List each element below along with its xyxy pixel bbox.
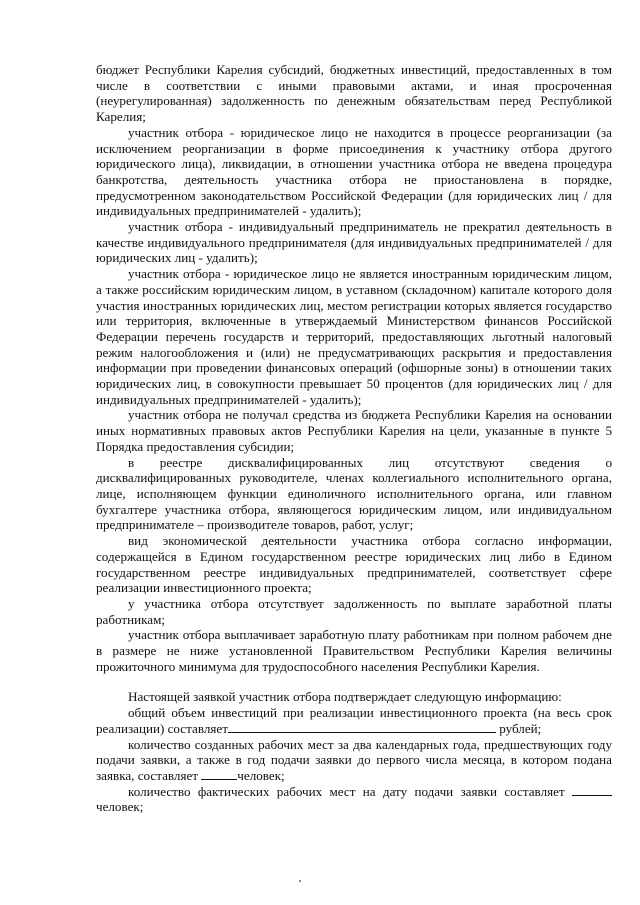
paragraph-foreign-entity: участник отбора - юридическое лицо не является иностранным юридическим лицом, а также российским юридическим лицом, в уставном (складочном) капитале которого доля участия иностранных юридических лиц, местом регистрации которых является государство или территория, включенные в утверждаемый Министерством финансов Российской Федерации перечень государств и территорий, предоставляющих льготный налоговый режим налогообложения и (или) не предусматривающих раскрытия и предоставления информации при проведении финансовых операций (офшорные зоны) в отношении таких юридических лиц, в совокупности превышает 50 процентов (для юридических лиц / для индивидуальных предпринимателей - удалить); <box>96 266 612 407</box>
scan-speck <box>299 880 301 882</box>
paragraph-disqualified-registry: в реестре дисквалифицированных лиц отсутствуют сведения о дисквалифицированных руководителе, членах коллегиального исполнительного органа, лице, исполняющем функции единоличного исполнительного органа, или главном бухгалтере участника отбора, являющегося юридическим лицом, или индивидуальном предпринимателе – производителе товаров, работ, услуг; <box>96 454 612 533</box>
investment-amount-field[interactable] <box>228 721 496 733</box>
paragraph-economic-activity: вид экономической деятельности участника отбора согласно информации, содержащейся в Едином государственном реестре юридических лиц либо в Едином государственном реестре индивидуальных предпринимателей, соответствует сфере реализации инвестиционного проекта; <box>96 533 612 596</box>
jobs-actual-text: количество фактических рабочих мест на дату подачи заявки составляет <box>128 783 565 799</box>
jobs-created-paragraph <box>96 737 612 784</box>
investment-paragraph <box>96 705 612 736</box>
confirm-intro: Настоящей заявкой участник отбора подтверждает следующую информацию: <box>128 689 562 705</box>
jobs-created-count-field[interactable] <box>201 768 237 780</box>
jobs-actual-count-field[interactable] <box>572 784 612 796</box>
paragraph-budget-funds: участник отбора не получал средства из бюджета Республики Карелия на основании иных нормативных правовых актов Республики Карелия на цели, указанные в пункте 5 Порядка предоставления субсидии; <box>96 407 612 454</box>
jobs-actual-paragraph <box>96 784 612 815</box>
jobs-actual-unit: человек; <box>96 799 144 815</box>
paragraph-budget-debt: бюджет Республики Карелия субсидий, бюджетных инвестиций, предоставленных в том числе в соответствии с иными правовыми актами, и иная просроченная (неурегулированная) задолженность по денежным обязательствам перед Республикой Карелия; <box>96 62 612 125</box>
paragraph-entrepreneur-status: участник отбора - индивидуальный предприниматель не прекратил деятельность в качестве индивидуального предпринимателя (для индивидуальных предпринимателей / для юридических лиц - удалить); <box>96 219 612 266</box>
jobs-created-unit: человек; <box>237 767 285 783</box>
paragraph-minimum-wage: участник отбора выплачивает заработную плату работникам при полном рабочем дне в размере не ниже установленной Правительством Республики Карелия величины прожиточного минимума для трудоспособного населения Республики Карелия. <box>96 627 612 674</box>
investment-text: общий объем инвестиций при реализации инвестиционного проекта (на весь срок реализации) составляет <box>96 705 612 736</box>
paragraph-reorganization: участник отбора - юридическое лицо не находится в процессе реорганизации (за исключением реорганизации в форме присоединения к участнику отбора другого юридического лица), ликвидации, в отношении участника отбора не введена процедура банкротства, деятельность участника отбора не приостановлена в порядке, предусмотренном законодательством Российской Федерации (для юридических лиц / для индивидуальных предпринимателей - удалить); <box>96 124 612 219</box>
investment-unit: рублей; <box>499 720 542 736</box>
paragraph-salary-debt: у участника отбора отсутствует задолженность по выплате заработной платы работникам; <box>96 595 612 627</box>
document-page <box>96 62 612 815</box>
jobs-created-text: количество созданных рабочих мест за два календарных года, предшествующих году подачи заявки, а также в год подачи заявки до первого числа месяца, в котором подана заявка, составляет <box>96 736 612 783</box>
